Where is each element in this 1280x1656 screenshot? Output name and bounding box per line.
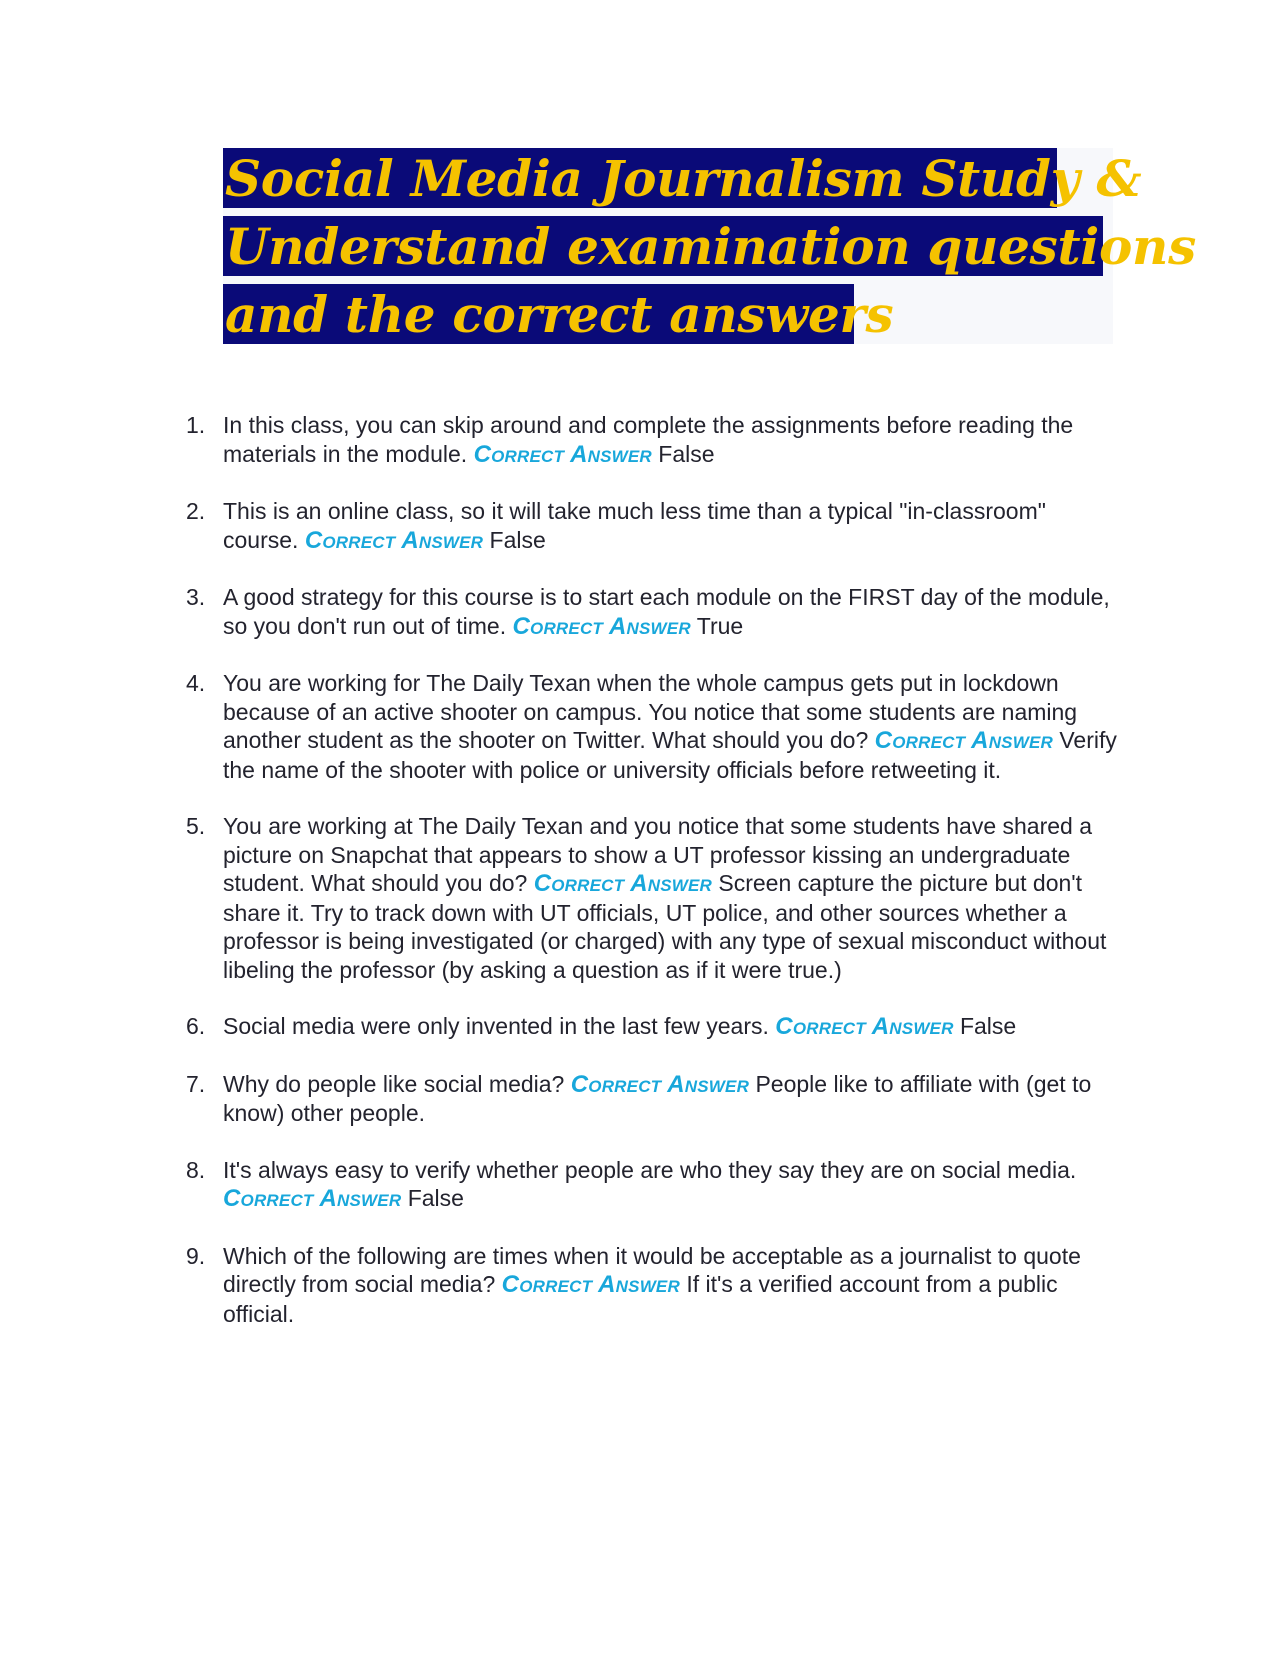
question-text: You are working at The Daily Texan and you notice that some students have shared a picture on Snapchat that appears to show a UT professor kissing an undergraduate student. What should you do? [223,813,1093,896]
question-text: Which of the following are times when it would be acceptable as a journalist to quote directly from social media? [223,1242,1081,1297]
question-text: It's always easy to verify whether people are who they say they are on social media. [223,1156,1077,1183]
question-text: In this class, you can skip around and complete the assignments before reading the materials in the module. [223,412,1074,467]
answer-text: False [658,440,715,467]
question-list [180,411,1120,1356]
title-line-1: Social Media Journalism Study & [225,149,1142,208]
question-item [180,583,1120,641]
answer-text: People like to affiliate with (get to know) other people. [223,1070,1092,1126]
question-number: 5. [186,813,206,839]
question-text: Social media were only invented in the last few years. [223,1013,769,1039]
question-number: 1. [186,412,206,438]
question-number: 8. [186,1156,206,1183]
question-item [180,812,1120,984]
answer-text: Screen capture the picture but don't share it. Try to track down with UT officials, UT police, and other sources whether a professor is being investigated (or charged) with any type of sexual misconduct without libeling the professor (by asking a question as if it were true.) [223,870,1107,983]
question-item [180,1012,1120,1042]
answer-text: False [489,526,546,553]
question-number: 7. [186,1070,206,1097]
correct-answer-label: Correct Answer [223,1185,402,1212]
answer-text: Verify the name of the shooter with police or university officials before retweeting it. [223,727,1117,783]
question-item [180,669,1120,784]
correct-answer-label: Correct Answer [533,870,712,897]
correct-answer-label: Correct Answer [304,526,484,554]
question-number: 2. [186,498,206,524]
question-text: This is an online class, so it will take much less time than a typical "in-classroom" course. [223,498,1046,553]
question-item [180,1242,1120,1329]
question-text: Why do people like social media? [223,1070,565,1097]
correct-answer-label: Correct Answer [874,727,1053,754]
document-title [223,148,1196,344]
correct-answer-label: Correct Answer [570,1070,750,1098]
question-item [180,411,1120,469]
answer-text: If it's a verified account from a public official. [223,1271,1058,1327]
correct-answer-label: Correct Answer [501,1271,680,1298]
question-number: 9. [186,1242,206,1269]
question-item [180,1070,1120,1128]
correct-answer-label: Correct Answer [775,1013,954,1040]
question-text: You are working for The Daily Texan when the whole campus gets put in lockdown because of an active shooter on campus. You notice that some students are naming another student as the shooter on Twitter. What should you do? [223,670,1078,753]
question-item [180,497,1120,555]
question-number: 3. [186,584,206,610]
answer-text: True [696,612,744,639]
answer-text: False [407,1185,464,1211]
question-item [180,1156,1120,1214]
correct-answer-label: Correct Answer [512,612,691,640]
title-line-2: Understand examination questions [225,217,1196,276]
question-text: A good strategy for this course is to start each module on the FIRST day of the module, so you don't run out of time. [223,584,1110,639]
title-line-3: and the correct answers [225,285,894,344]
question-number: 6. [186,1013,206,1039]
question-number: 4. [186,670,206,696]
correct-answer-label: Correct Answer [473,440,652,468]
answer-text: False [959,1013,1017,1039]
